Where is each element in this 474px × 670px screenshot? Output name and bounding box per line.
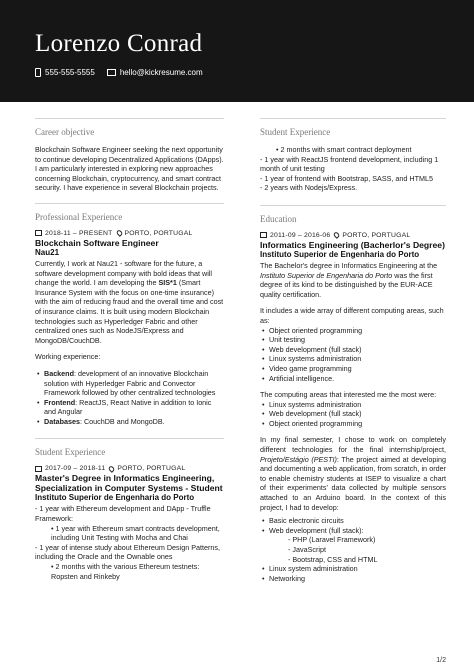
education-title: Education	[260, 213, 297, 224]
computing-areas-list	[260, 326, 446, 384]
location-pin-icon	[115, 230, 123, 238]
education-paragraph: It includes a wide array of different computing areas, such as:	[260, 306, 444, 325]
list-item: • Networking	[260, 574, 446, 584]
candidate-name: Lorenzo Conrad	[35, 30, 203, 57]
project-list-cont	[260, 564, 446, 583]
student-line: - 1 year of frontend with Bootstrap, SASS, and HTML5	[260, 173, 433, 183]
student-org: Instituto Superior de Engenharia do Porto	[35, 493, 195, 503]
right-column	[260, 118, 446, 583]
list-item: • Object oriented programming	[260, 326, 446, 336]
career-objective-text: Blockchain Software Engineer seeking the next opportunity to continue developing Decentralized Applications (DApps). I am particularly interested in exploring new approaches concerning Blockchain, cryptocurrency, and smart contract security. I have experience in several Blockchain projects.	[35, 145, 224, 193]
list-item: • Object oriented programming	[260, 419, 446, 429]
student-experience-cont-title: Student Experience	[260, 127, 331, 137]
calendar-icon	[260, 232, 267, 238]
education-location: PORTO, PORTUGAL	[342, 231, 411, 239]
student-line: - 1 year of intense study about Ethereum Design Patterns, including the Oracle and the Ownable ones	[35, 542, 220, 562]
working-experience-label: Working experience:	[35, 352, 101, 362]
education-paragraph: In my final semester, I chose to work on completely different technologies for the final internship/project, Projeto/Estágio (PESTI): The project aimed at developing and documenting a web application, from scratch, in order to enable chemistry students at ISEP to visualize a chart of their experiments' data collected by multiple sensors attached to an Arduino board. In the context of this project, I had to develop:	[260, 435, 446, 512]
interests-list	[260, 400, 446, 429]
student-date: 2017-09 – 2018-11	[45, 465, 106, 473]
contact-line	[35, 68, 203, 77]
student-line: • 1 year with Ethereum smart contracts development, including Unit Testing with Mocha and Chai	[51, 523, 220, 543]
education-meta	[260, 232, 446, 239]
student-role: Master's Degree in Informatics Engineering, Specialization in Computer Systems - Student	[35, 473, 223, 494]
web-dev-sublist	[260, 535, 446, 564]
mail-icon	[107, 69, 116, 76]
list-item: • Backend: development of an innovative Blockchain solution with Hyperledger Fabric and Convector Framework followed by other centralized technologies	[35, 369, 224, 398]
phone-icon	[35, 68, 41, 77]
section-divider	[35, 118, 224, 119]
student-line: - 1 year with ReactJS frontend development, including 1 month of unit testing	[260, 154, 439, 174]
calendar-icon	[35, 230, 42, 236]
resume-header	[0, 0, 474, 102]
section-divider	[35, 203, 224, 204]
job-location: PORTO, PORTUGAL	[124, 229, 193, 237]
list-item: • Web development (full stack)	[260, 345, 446, 355]
student-line: - 2 years with Nodejs/Express.	[260, 183, 358, 193]
professional-experience-title: Professional Experience	[35, 211, 123, 222]
section-divider	[260, 205, 446, 206]
list-item: • Linux systems administration	[260, 400, 446, 410]
list-item: • Video game programming	[260, 364, 446, 374]
list-item: • Web development (full stack)	[260, 409, 446, 419]
list-item: • Frontend: ReactJS, React Native in addition to Ionic and Angular	[35, 398, 224, 417]
student-experience-title: Student Experience	[35, 447, 106, 458]
page-number: 1/2	[436, 657, 446, 664]
project-list	[260, 516, 446, 535]
email-address[interactable]: hello@kickresume.com	[119, 68, 203, 77]
student-line: • 2 months with smart contract deployment	[276, 145, 412, 154]
job-date: 2018-11 – PRESENT	[45, 229, 113, 237]
education-role: Informatics Engineering (Bacherlor's Degree)	[260, 239, 445, 250]
list-item: - Bootstrap, CSS and HTML	[288, 554, 378, 564]
location-pin-icon	[333, 232, 341, 240]
list-item: - JavaScript	[288, 545, 326, 554]
student-meta	[35, 465, 224, 472]
working-experience-list	[35, 369, 224, 427]
job-meta	[35, 230, 224, 237]
list-item: • Artificial intelligence.	[260, 374, 446, 384]
list-item: • Linux systems administration	[260, 354, 446, 364]
list-item: • Unit testing	[260, 335, 446, 345]
job-role: Blockchain Software Engineer	[35, 237, 159, 248]
section-divider	[260, 118, 446, 119]
education-org: Instituto Superior de Engenharia do Porto	[260, 249, 420, 259]
education-date: 2011-09 – 2016-06	[270, 231, 331, 239]
phone-number: 555-555-5555	[45, 68, 95, 77]
career-objective-title: Career objective	[35, 127, 95, 137]
education-paragraph: The Bachelor's degree in Informatics Engineering at the Instituto Superior de Engenharia do Porto was the first degree of its kind to be distinguished by the EUR-ACE quality certification.	[260, 260, 438, 299]
list-item: • Linux system administration	[260, 564, 446, 574]
list-item: • Basic electronic circuits	[260, 516, 446, 526]
calendar-icon	[35, 466, 42, 472]
left-column	[35, 118, 224, 581]
job-description: Currently, I work at Nau21 - software for the future, a software development company with bold ideas that will change the world. I am developing the SIS*1 (Smart Insurance System with the focus on one-time insurance) with the aim of reducing fraud and the overall time and cost of insurance claims. It is built using modern Blockchain technologies such as Hyperledger Fabric and other centralized ones such as NodeJS/Express and MongoDB/CouchDB.	[35, 258, 224, 345]
section-divider	[35, 438, 224, 439]
student-location: PORTO, PORTUGAL	[117, 465, 186, 473]
student-line: - 1 year with Ethereum development and DApp - Truffle Framework:	[35, 504, 211, 524]
list-item: • Web development (full stack):	[260, 526, 446, 536]
list-item: • Databases: CouchDB and MongoDB.	[35, 417, 224, 427]
job-org: Nau21	[35, 247, 60, 257]
student-line: • 2 months with the various Ethereum testnets: Ropsten and Rinkeby	[51, 562, 200, 581]
list-item: - PHP (Laravel Framework)	[288, 535, 376, 545]
education-paragraph: The computing areas that interested me the most were:	[260, 390, 437, 400]
location-pin-icon	[108, 465, 116, 473]
